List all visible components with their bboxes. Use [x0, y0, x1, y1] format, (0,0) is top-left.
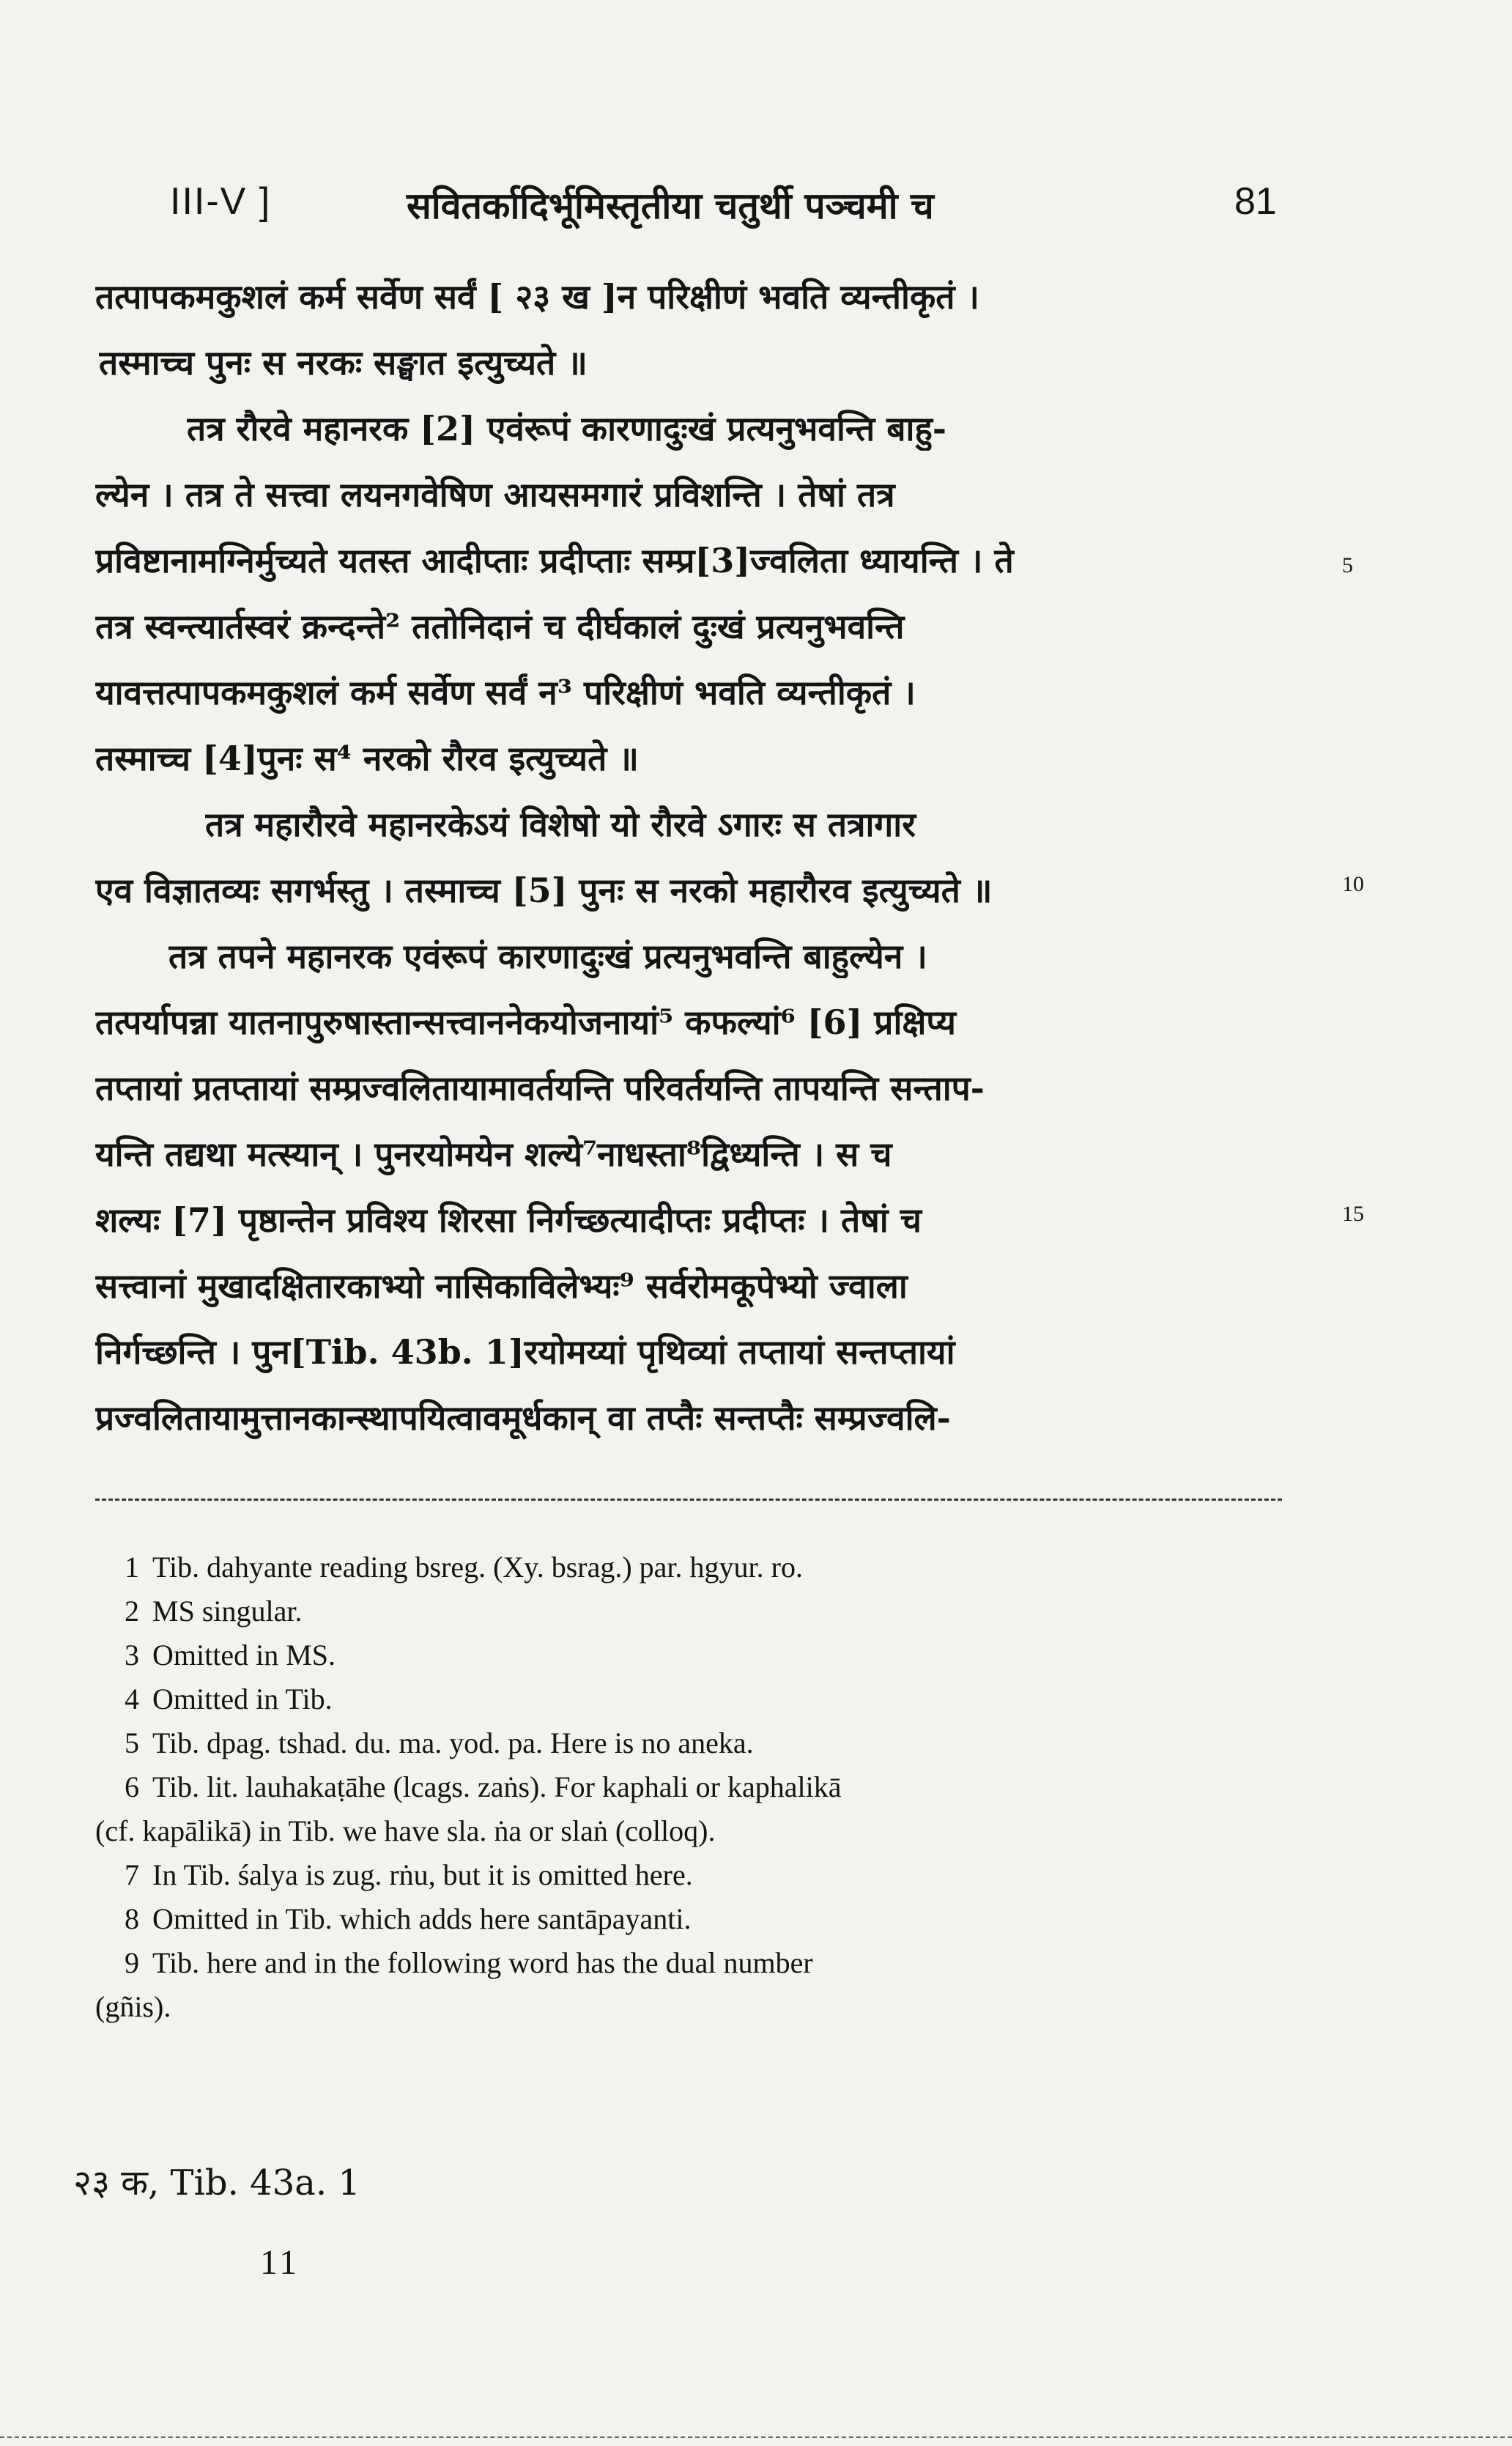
text-line: तत्र तपने महानरक एवंरूपं कारणादुःखं प्रत्यनुभवन्ति बाहुल्येन । — [168, 936, 927, 976]
footnote-continuation — [95, 1814, 1282, 1849]
footnote — [95, 1726, 1282, 1761]
footnote — [95, 1594, 1282, 1629]
footnote-number: 7 — [125, 1858, 139, 1891]
footnote-number: 4 — [125, 1682, 139, 1715]
text-line: प्रज्वलितायामुत्तानकान्स्थापयित्वावमूर्धकान् वा तप्तैः सन्तप्तैः सम्प्रज्वलि- — [95, 1398, 951, 1438]
line-number: 10 — [1342, 872, 1364, 896]
footnote-text: Omitted in MS. — [152, 1638, 336, 1671]
footnote-text: MS singular. — [152, 1595, 303, 1627]
footnote-text: Tib. dpag. tshad. du. ma. yod. pa. Here is no aneka. — [152, 1726, 754, 1759]
footnote-text: Tib. dahyante reading bsreg. (Xy. bsrag.) par. hgyur. ro. — [152, 1551, 803, 1584]
footnote — [95, 1946, 1282, 1981]
text-line: एव विज्ञातव्यः सगर्भस्तु । तस्माच्च [5] पुनः स नरको महारौरव इत्युच्यते ॥ — [95, 871, 993, 910]
footnote-number: 5 — [125, 1726, 139, 1759]
footnote-text: Tib. lit. lauhakaṭāhe (lcags. zaṅs). For kaphali or kaphalikā — [152, 1770, 842, 1803]
footnote-number: 8 — [125, 1902, 139, 1935]
text-line: शल्यः [7] पृष्ठान्तेन प्रविश्य शिरसा निर्गच्छत्यादीप्तः प्रदीप्तः । तेषां च — [95, 1200, 922, 1240]
page-edge-rule — [0, 2436, 1512, 2438]
footnote-number: 3 — [125, 1638, 139, 1671]
footnote — [95, 1858, 1282, 1893]
text-line: तत्र महारौरवे महानरकेऽयं विशेषो यो रौरवे ऽगारः स तत्रागार — [205, 805, 916, 844]
text-line: तत्र रौरवे महानरक [2] एवंरूपं कारणादुःखं प्रत्यनुभवन्ति बाहु- — [187, 409, 946, 448]
text-line: तत्पापकमकुशलं कर्म सर्वेण सर्वं [ २३ ख ]न परिक्षीणं भवति व्यन्तीकृतं । — [95, 277, 979, 317]
running-title: सवितर्कादिर्भूमिस्तृतीया चतुर्थी पञ्चमी च — [407, 184, 934, 227]
text-line: यावत्तत्पापकमकुशलं कर्म सर्वेण सर्वं न³ परिक्षीणं भवति व्यन्तीकृतं । — [95, 673, 916, 712]
footnote-number: 9 — [125, 1946, 139, 1979]
text-line: तस्माच्च पुनः स नरकः सङ्घात इत्युच्यते ॥ — [99, 343, 588, 383]
line-number: 15 — [1342, 1202, 1364, 1226]
text-line: सत्त्वानां मुखादक्षितारकाभ्यो नासिकाविलेभ्यः⁹ सर्वरोमकूपेभ्यो ज्वाला — [95, 1266, 908, 1306]
footnote-text: Omitted in Tib. — [152, 1682, 333, 1715]
footnote-text: Tib. here and in the following word has the dual number — [152, 1946, 813, 1979]
footnote — [95, 1770, 1282, 1805]
text-line: तत्पर्यापन्ना यातनापुरुषास्तान्सत्त्वाननेकयोजनायां⁵ कफल्यां⁶ [6] प्रक्षिप्य — [95, 1002, 956, 1042]
text-line: निर्गच्छन्ति । पुन[Tib. 43b. 1]रयोमय्यां पृथिव्यां तप्तायां सन्तप्तायां — [95, 1332, 955, 1372]
footnote-continuation — [95, 1989, 1282, 2025]
text-line: प्रविष्टानामग्निर्मुच्यते यतस्त आदीप्ताः प्रदीप्ताः सम्प्र[3]ज्वलिता ध्यायन्ति । ते — [95, 541, 1014, 580]
text-line: तस्माच्च [4]पुनः स⁴ नरको रौरव इत्युच्यते ॥ — [95, 739, 639, 778]
footnote-number: 1 — [125, 1551, 139, 1584]
footnote — [95, 1682, 1282, 1717]
signature-mark: 11 — [260, 2243, 300, 2282]
line-number: 5 — [1342, 553, 1353, 577]
footnote-number: 2 — [125, 1595, 139, 1627]
footnote-text: (cf. kapālikā) in Tib. we have sla. ṅa or slaṅ (colloq). — [95, 1814, 716, 1847]
footnote-number: 6 — [125, 1770, 139, 1803]
page-number: 81 — [1234, 180, 1277, 223]
footnote — [95, 1638, 1282, 1673]
text-line: तत्र स्वन्त्यार्तस्वरं क्रन्दन्ते² ततोनिदानं च दीर्घकालं दुःखं प्रत्यनुभवन्ति — [95, 607, 905, 646]
text-line: तप्तायां प्रतप्तायां सम्प्रज्वलितायामावर्तयन्ति परिवर्तयन्ति तापयन्ति सन्ताप- — [95, 1068, 985, 1108]
folio-reference: २३ क, Tib. 43a. 1 — [73, 2162, 360, 2203]
chapter-reference: III-V ] — [170, 180, 272, 223]
footnote-text: In Tib. śalya is zug. rṅu, but it is omitted here. — [152, 1858, 693, 1891]
footnote-separator — [95, 1499, 1282, 1501]
footnote — [95, 1902, 1282, 1937]
text-line: ल्येन । तत्र ते सत्त्वा लयनगवेषिण आयसमगारं प्रविशन्ति । तेषां तत्र — [95, 475, 895, 514]
text-line: यन्ति तद्यथा मत्स्यान् । पुनरयोमयेन शल्ये⁷नाधस्ता⁸द्विध्यन्ति । स च — [95, 1134, 892, 1174]
footnote-text: Omitted in Tib. which adds here santāpayanti. — [152, 1902, 692, 1935]
footnote-text: (gñis). — [95, 1990, 171, 2023]
footnote — [95, 1550, 1282, 1585]
